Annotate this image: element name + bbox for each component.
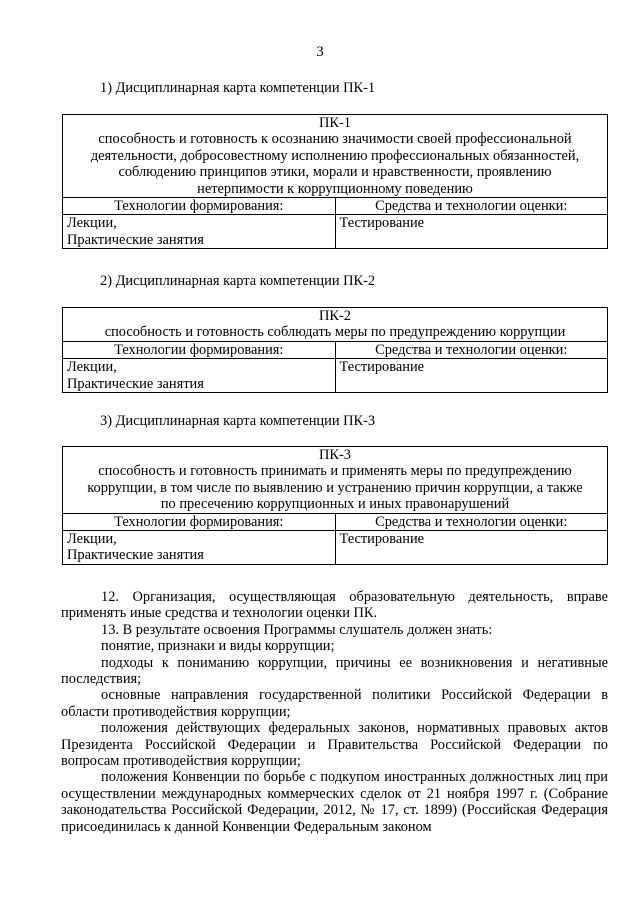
card-1-code: ПК-1 xyxy=(319,115,351,131)
card-2-left-values xyxy=(63,359,336,393)
card-1-left-values xyxy=(63,215,336,249)
competency-card-pk3 xyxy=(62,446,608,565)
card-1-left-value: Лекции, xyxy=(67,215,117,232)
paragraph: положения Конвенции по борьбе с подкупом иностранных должностных лиц при осуществлении международных коммерческих сделок от 21 ноября 1997 г. (Собрание законодательства Российской Федерации, 2012, № 17, ст. 1899) (Российская Федерация присоединилась к данной Конвенции Федеральным законом xyxy=(61,769,608,835)
card-2-description-line: способность и готовность соблюдать меры по предупреждению коррупции xyxy=(104,324,566,341)
card-1-description-line: соблюдению принципов этики, морали и нравственности, проявлению xyxy=(118,164,552,181)
card-1-description-line: способность и готовность к осознанию значимости своей профессиональной xyxy=(98,131,572,148)
paragraph: понятие, признаки и виды коррупции; xyxy=(101,638,335,655)
card-3-description-line: способность и готовность принимать и применять меры по предупреждению xyxy=(98,463,572,480)
card-3-left-value: Практические занятия xyxy=(67,547,204,564)
body-text xyxy=(61,589,608,835)
card-3-heading: 3) Дисциплинарная карта компетенции ПК-3 xyxy=(100,413,376,429)
card-3-header-cell xyxy=(63,447,608,514)
paragraph: основные направления государственной политики Российской Федерации в области противодействия коррупции; xyxy=(61,687,608,720)
card-2-left-value: Практические занятия xyxy=(67,375,204,392)
card-2-right-header: Средства и технологии оценки: xyxy=(335,341,608,358)
card-1-right-value: Тестирование xyxy=(335,215,608,249)
card-2-right-value: Тестирование xyxy=(335,359,608,393)
card-3-left-values xyxy=(63,531,336,565)
card-3-description-line: по пресечению коррупционных и иных правонарушений xyxy=(160,496,510,513)
card-1-right-header: Средства и технологии оценки: xyxy=(335,198,608,215)
paragraph: подходы к пониманию коррупции, причины ее возникновения и негативные последствия; xyxy=(61,654,608,688)
card-2-left-header: Технологии формирования: xyxy=(63,341,336,358)
card-3-left-header: Технологии формирования: xyxy=(63,513,336,530)
competency-card-pk2 xyxy=(62,307,608,393)
page-number: 3 xyxy=(316,44,324,60)
card-3-code: ПК-3 xyxy=(319,447,351,463)
card-1-description-line: нетерпимости к коррупционному поведению xyxy=(197,180,473,197)
card-2-header-cell xyxy=(63,308,608,342)
card-2-code: ПК-2 xyxy=(319,308,351,324)
card-3-right-value: Тестирование xyxy=(335,531,608,565)
card-2-left-value: Лекции, xyxy=(67,359,117,376)
card-1-heading: 1) Дисциплинарная карта компетенции ПК-1 xyxy=(100,80,376,96)
card-1-left-header: Технологии формирования: xyxy=(63,198,336,215)
card-3-left-value: Лекции, xyxy=(67,531,117,548)
paragraph: 12. Организация, осуществляющая образовательную деятельность, вправе применять иные средства и технологии оценки ПК. xyxy=(61,589,608,622)
card-1-description-line: деятельности, добросовестному исполнению профессиональных обязанностей, xyxy=(90,147,580,164)
card-1-left-value: Практические занятия xyxy=(67,231,204,248)
competency-card-pk1 xyxy=(62,114,608,249)
card-1-header-cell xyxy=(63,115,608,198)
card-3-right-header: Средства и технологии оценки: xyxy=(335,513,608,530)
card-2-heading: 2) Дисциплинарная карта компетенции ПК-2 xyxy=(100,273,376,289)
paragraph: положения действующих федеральных законов, нормативных правовых актов Президента Российской Федерации и Правительства Российской Федерации по вопросам противодействия коррупции; xyxy=(61,720,608,770)
paragraph: 13. В результате освоения Программы слушатель должен знать: xyxy=(101,621,493,638)
card-3-description-line: коррупции, в том числе по выявлению и устранению причин коррупции, а также xyxy=(87,479,583,496)
